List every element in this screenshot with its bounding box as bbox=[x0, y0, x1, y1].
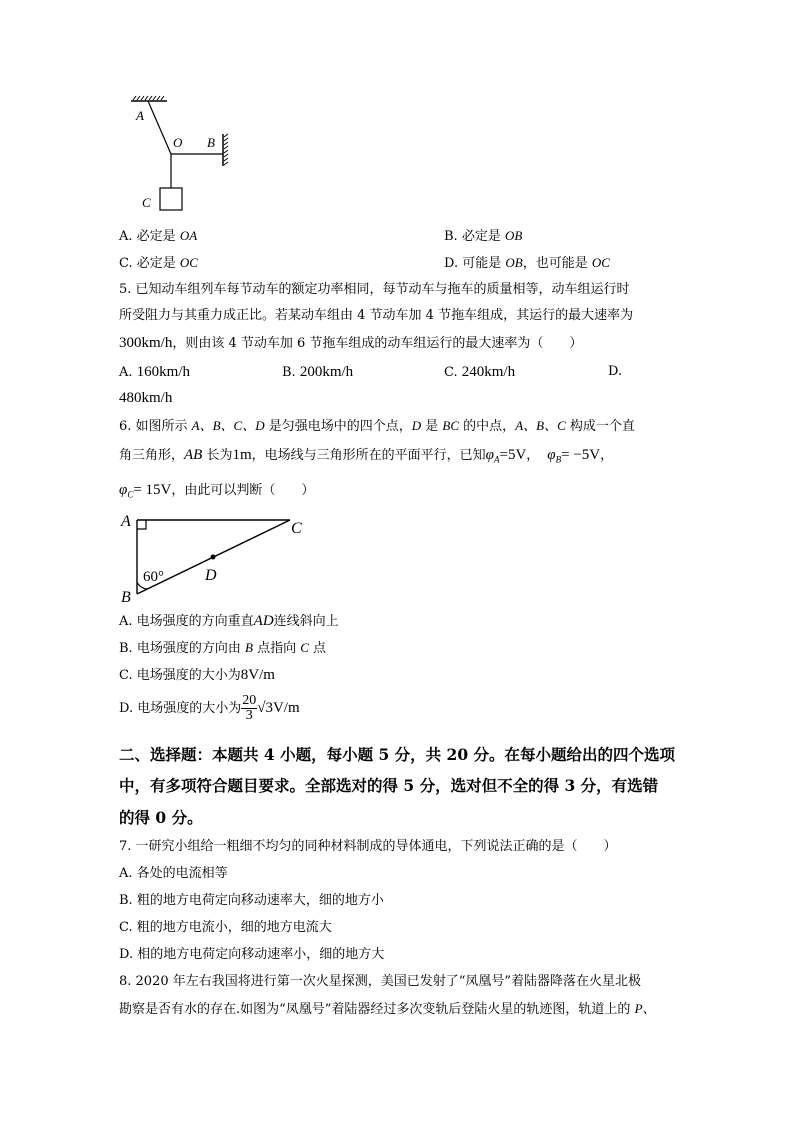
stem-text: ，则由该 4 节动车加 6 节拖车组成的动车组运行的最大速率为（ ） bbox=[172, 336, 583, 351]
stem-text: 是 bbox=[421, 419, 443, 434]
phi-subscript: C bbox=[127, 489, 134, 500]
option-letter: C. bbox=[444, 365, 458, 380]
label-a: A bbox=[136, 108, 144, 123]
section2-heading-line3: 的得 0 分。 bbox=[119, 808, 203, 827]
option-text: 连线斜向上 bbox=[273, 614, 339, 629]
ceiling-hatch bbox=[133, 96, 164, 100]
q6-stem-line2 bbox=[119, 446, 613, 469]
fraction-denominator: 3 bbox=[245, 708, 253, 723]
rope-oa bbox=[148, 101, 171, 154]
q5-stem-line1: 5. 已知动车组列车每节动车的额定功率相同，每节动车与拖车的质量相等，动车组运行时 bbox=[119, 282, 630, 297]
unit: V/m bbox=[272, 700, 300, 716]
option-letter: A. bbox=[119, 229, 133, 244]
wall-hatch bbox=[224, 134, 228, 165]
phi-value: = −5V bbox=[561, 447, 601, 463]
stem-points: A、B、C、D bbox=[191, 418, 265, 433]
phi-symbol: φ bbox=[547, 447, 556, 463]
fraction bbox=[241, 694, 257, 723]
option-var: B bbox=[244, 640, 253, 655]
tri-label-c: C bbox=[291, 520, 302, 537]
stem-segment: AB bbox=[184, 447, 203, 463]
label-o: O bbox=[173, 135, 183, 150]
q5-option-b bbox=[282, 363, 353, 382]
fraction-numerator: 20 bbox=[242, 693, 257, 708]
sqrt-value: √3 bbox=[257, 700, 273, 716]
option-value: 240km/h bbox=[461, 364, 516, 380]
option-var: OC bbox=[591, 255, 610, 270]
option-var: AD bbox=[253, 613, 274, 629]
q5-option-d-letter: D. bbox=[608, 364, 623, 379]
option-value: 160km/h bbox=[136, 364, 191, 380]
option-text: B. 电场强度的方向由 bbox=[119, 641, 241, 656]
q6-stem-line3 bbox=[119, 481, 314, 504]
option-text: 点 bbox=[313, 641, 327, 656]
option-letter: C. bbox=[119, 256, 133, 271]
q7-option-a: A. 各处的电流相等 bbox=[119, 866, 228, 881]
option-letter: A. bbox=[119, 365, 133, 380]
option-var: OB bbox=[505, 255, 523, 270]
q5-stem-line3 bbox=[119, 334, 582, 353]
option-var: OC bbox=[179, 255, 198, 270]
q4-option-a bbox=[119, 227, 197, 246]
stem-points: A、B、C bbox=[515, 418, 566, 433]
stem-text: 长为 bbox=[202, 448, 233, 463]
q6-option-a bbox=[119, 612, 339, 631]
q4-option-d bbox=[444, 254, 610, 273]
tri-label-d: D bbox=[205, 567, 217, 584]
q7-option-d: D. 相的地方电荷定向移动速率小，细的地方大 bbox=[119, 947, 385, 962]
section2-heading-line1: 二、选择题：本题共 4 小题，每小题 5 分，共 20 分。在每小题给出的四个选项 bbox=[119, 745, 676, 764]
q5-stem-line2: 所受阻力与其重力成正比。若某动车组由 4 节动车加 4 节拖车组成，其运行的最大速率为 bbox=[119, 308, 634, 323]
phi-subscript: A bbox=[493, 454, 500, 465]
right-angle-mark bbox=[137, 520, 146, 529]
option-text: C. 电场强度的大小为 bbox=[119, 668, 241, 683]
q6-option-d bbox=[119, 694, 300, 723]
stem-text: 勘察是否有水的存在.如图为“凤凰号”着陆器经过多次变轨后登陆火星的轨迹图，轨道上的 bbox=[119, 1002, 635, 1017]
q4-option-b bbox=[444, 227, 522, 246]
stem-text: 构成一个直 bbox=[565, 419, 635, 434]
q4-option-c bbox=[119, 254, 198, 273]
q6-option-c bbox=[119, 666, 275, 685]
angle-label: 60° bbox=[143, 569, 164, 585]
option-letter: B. bbox=[444, 229, 458, 244]
phi-value: = 15V bbox=[133, 482, 172, 498]
label-b: B bbox=[207, 135, 215, 150]
option-text: 点指向 bbox=[257, 641, 297, 656]
phi-symbol: φ bbox=[119, 482, 128, 498]
stem-text: 是匀强电场中的四个点， bbox=[264, 419, 412, 434]
triangle-diagram bbox=[115, 508, 320, 608]
option-value: 200km/h bbox=[299, 364, 354, 380]
q5-option-c bbox=[444, 363, 515, 382]
q8-stem-line1: 8. 2020 年左右我国将进行第一次火星探测，美国已发射了“凤凰号”着陆器降落在火星北极 bbox=[119, 974, 642, 989]
stem-text: 的中点， bbox=[459, 419, 516, 434]
q8-stem-line2 bbox=[119, 1000, 656, 1019]
option-letter: D. bbox=[444, 256, 459, 271]
option-text: 可能是 bbox=[462, 256, 502, 271]
point-d bbox=[211, 555, 216, 560]
stem-text: ， bbox=[600, 448, 614, 463]
q5-option-a bbox=[119, 363, 190, 382]
option-var: C bbox=[300, 640, 309, 655]
stem-text: 角三角形， bbox=[119, 448, 185, 463]
option-var: OA bbox=[179, 228, 198, 243]
option-text: ，也可能是 bbox=[522, 256, 588, 271]
stem-text: ， bbox=[526, 448, 540, 463]
phi-value: =5V bbox=[499, 447, 527, 463]
q7-stem: 7. 一研究小组给一粗细不均匀的同种材料制成的导体通电，下列说法正确的是（ ） bbox=[119, 839, 617, 854]
phi-subscript: B bbox=[555, 454, 562, 465]
weight-box bbox=[160, 188, 182, 210]
q6-option-b bbox=[119, 639, 326, 658]
speed-value: 300km/h bbox=[119, 335, 173, 351]
rope-diagram bbox=[125, 92, 245, 217]
option-letter: B. bbox=[282, 365, 296, 380]
q5-option-d-value: 480km/h bbox=[119, 390, 173, 406]
stem-length: 1m bbox=[232, 447, 252, 463]
q7-option-b: B. 粗的地方电荷定向移动速率大，细的地方小 bbox=[119, 893, 384, 908]
option-text: 必定是 bbox=[136, 256, 176, 271]
label-c: C bbox=[142, 195, 151, 210]
q7-option-c: C. 粗的地方电流小，细的地方电流大 bbox=[119, 920, 332, 935]
option-text: 必定是 bbox=[136, 229, 176, 244]
option-text: 必定是 bbox=[461, 229, 501, 244]
section2-heading-line2: 中，有多项符合题目要求。全部选对的得 5 分，选对但不全的得 3 分，有选错 bbox=[119, 776, 659, 795]
stem-point: P、 bbox=[634, 1001, 656, 1016]
stem-segment: BC bbox=[442, 418, 460, 433]
option-var: OB bbox=[504, 228, 523, 243]
tri-label-a: A bbox=[121, 513, 131, 530]
tri-label-b: B bbox=[121, 589, 131, 606]
stem-text: ，由此可以判断（ ） bbox=[171, 483, 315, 498]
phi-symbol: φ bbox=[485, 447, 494, 463]
stem-text: 6. 如图所示 bbox=[119, 419, 192, 434]
option-text: D. 电场强度的大小为 bbox=[119, 701, 242, 716]
q6-stem-line1 bbox=[119, 417, 635, 436]
option-value: 8V/m bbox=[240, 667, 275, 683]
stem-point: D bbox=[411, 418, 422, 433]
option-text: A. 电场强度的方向重直 bbox=[119, 614, 254, 629]
stem-text: ，电场线与三角形所在的平面平行，已知 bbox=[251, 448, 486, 463]
